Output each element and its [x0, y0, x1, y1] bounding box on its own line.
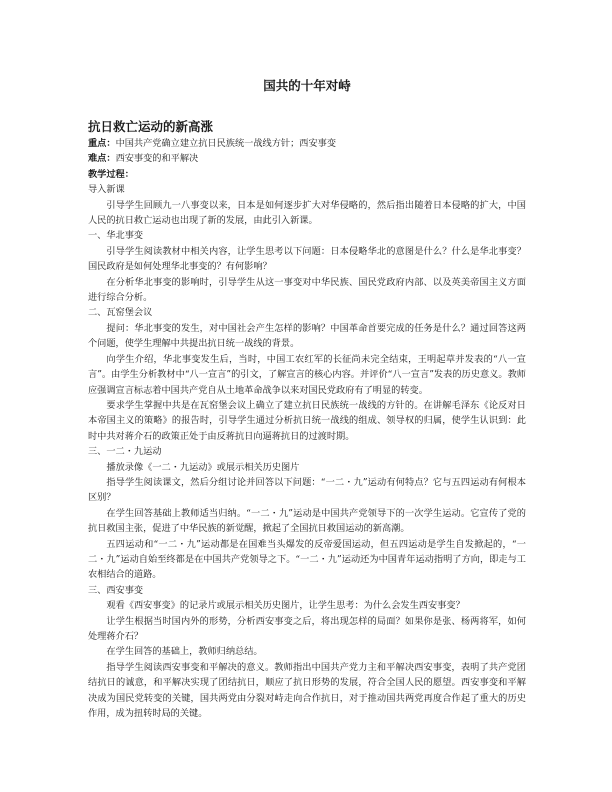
intro-paragraph: 引导学生回顾九一八事变以来，日本是如何逐步扩大对华侵略的，然后指出随着日本侵略的扩大，中国人民的抗日救亡运动也出现了新的发展，由此引入新课。	[88, 199, 526, 227]
part3-paragraph-4: 五四运动和“一二・九”运动都是在国难当头爆发的反帝爱国运动，但五四运动是学生自发掀起的，“一二・九”运动自始至终都是在中国共产党领导之下。“一二・九”运动还为中国青年运动指明了方向，即走与工农相结合的道路。	[88, 538, 526, 581]
part3-heading: 三、一二・九运动	[88, 446, 162, 458]
part1-paragraph-2: 在分析华北事变的影响时，引导学生从这一事变对中华民族、国民党政府内部、以及英美帝国主义方面进行综合分析。	[88, 276, 526, 304]
key-point-text: 中国共产党确立建立抗日民族统一战线方针；西安事变	[115, 138, 337, 149]
part1-heading: 一、华北事变	[88, 230, 144, 242]
key-point-label: 重点：	[88, 138, 116, 149]
part4-heading: 三、西安事变	[88, 584, 144, 596]
part3-paragraph-2: 指导学生阅读课文，然后分组讨论并回答以下问题：“一二・九”运动有何特点？它与五四运动有何根本区别？	[88, 476, 526, 504]
part4-paragraph-3: 在学生回答的基础上，教师归纳总结。	[106, 646, 263, 658]
difficulty-label: 难点：	[88, 153, 116, 165]
part3-paragraph-1: 播放录像《一二・九运动》或展示相关历史图片	[106, 461, 300, 473]
part2-paragraph-1: 提问：华北事变的发生，对中国社会产生怎样的影响？中国革命首要完成的任务是什么？通过回答这两个问题，使学生理解中共提出抗日统一战线的背景。	[88, 322, 526, 350]
part2-paragraph-3: 要求学生掌握中共是在瓦窑堡会议上确立了建立抗日民族统一战线的方针的。在讲解毛泽东《论反对日本帝国主义的策略》的报告时，引导学生通过分析抗日统一战线的组成、领导权的归属，使学生认识到：此时中共对蒋介石的政策正处于由反蒋抗日向逼蒋抗日的过渡时期。	[88, 399, 526, 442]
part3-paragraph-3: 在学生回答基础上教师适当归纳。“一二・九”运动是中国共产党领导下的一次学生运动。它宣传了党的抗日救国主张，促进了中华民族的新觉醒，掀起了全国抗日救国运动的新高潮。	[88, 507, 526, 535]
part2-paragraph-2: 向学生介绍，华北事变发生后，当时，中国工农红军的长征尚未完全结束，王明起草并发表的“八一宣言”。由学生分析教材中“八一宣言”的引文，了解宣言的核心内容。并评价“八一宣言”发表的历史意义。教师应强调宣言标志着中国共产党自从土地革命战争以来对国民党政府有了明显的转变。	[88, 353, 526, 396]
difficulty-text: 西安事变的和平解决	[115, 153, 199, 165]
difficulty-line	[88, 151, 526, 166]
part2-heading: 二、瓦窑堡会议	[88, 307, 153, 319]
part4-paragraph-1: 观看《西安事变》的记录片或展示相关历史图片，让学生思考：为什么会发生西安事变？	[106, 600, 465, 612]
document-title: 国共的十年对峙	[263, 78, 351, 93]
part4-paragraph-2: 让学生根据当时国内外的形势，分析西安事变之后，将出现怎样的局面？如果你是张、杨两将军，如何处理蒋介石？	[88, 615, 526, 642]
process-label: 教学过程：	[88, 168, 134, 180]
part1-paragraph-1: 引导学生阅读教材中相关内容，让学生思考以下问题：日本侵略华北的意图是什么？什么是华北事变？国民政府是如何处理华北事变的？有何影响？	[88, 245, 526, 273]
part4-paragraph-4: 指导学生阅读西安事变和平解决的意义。教师指出中国共产党力主和平解决西安事变，表明了共产党团结抗日的诚意，和平解决实现了团结抗日，顺应了抗日形势的发展，符合全国人民的愿望。西安事变和平解决成为国民党转变的关键，国共两党由分裂对峙走向合作抗日，对于推动国共两党再度合作起了重大的历史作用，成为扭转时局的关键。	[88, 661, 526, 720]
key-point-line	[88, 136, 526, 151]
intro-heading: 导入新课	[88, 184, 125, 196]
section-title: 抗日救亡运动的新高涨	[88, 119, 214, 134]
